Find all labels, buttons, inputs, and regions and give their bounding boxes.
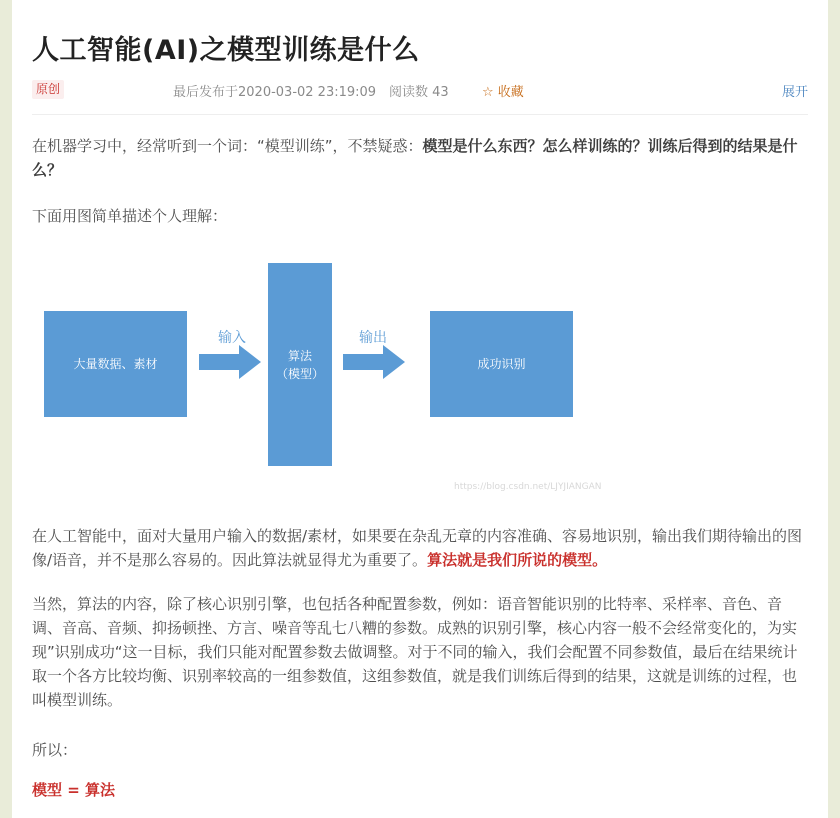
right-arrow-icon	[343, 345, 405, 379]
model-label: （模型）	[275, 366, 324, 381]
favorite-label: 收藏	[497, 85, 524, 100]
right-arrow-icon	[199, 345, 261, 379]
article-card	[12, 0, 828, 818]
algorithm-label: 算法	[287, 348, 312, 363]
recognition-success-label: 成功识别	[477, 357, 526, 371]
intro-text: 在机器学习中，经常听到一个词：“模型训练”，不禁疑惑：	[32, 137, 423, 155]
intro-paragraph	[32, 134, 808, 182]
conclusion-statement: 模型 = 算法	[32, 781, 116, 799]
algorithm-box	[268, 263, 332, 466]
expand-link[interactable]: 展开	[781, 85, 808, 100]
ai-paragraph-text: 在人工智能中，面对大量用户输入的数据/素材，如果要在杂乱无章的内容准确、容易地识别，输出我们期待输出的图像/语音，并不是那么容易的。因此算法就显得尤为重要了。	[32, 527, 803, 569]
read-count: 阅读数 43	[389, 85, 449, 100]
input-arrow-label: 输入	[218, 330, 246, 346]
original-badge: 原创	[32, 80, 64, 99]
input-data-box	[44, 311, 187, 417]
flow-diagram	[32, 248, 808, 508]
article-title: 人工智能(AI)之模型训练是什么	[32, 35, 420, 66]
input-data-label: 大量数据、素材	[73, 357, 158, 371]
ai-paragraph-highlight: 算法就是我们所说的模型。	[427, 551, 608, 569]
article-meta	[32, 80, 808, 100]
conclusion-lead: 所以：	[32, 741, 78, 759]
algorithm-paragraph: 当然，算法的内容，除了核心识别引擎，也包括各种配置参数，例如：语音智能识别的比特率、采样率、音色、音调、音高、音频、抑扬顿挫、方言、噪音等乱七八糟的参数。成熟的识别引擎，核心内容一般不会经常变化的，为实现”识别成功“这一目标，我们只能对配置参数去做调整。对于不同的输入，我们会配置不同参数值，最后在结果统计取一个各方比较均衡、识别率较高的一组参数值，这组参数值，就是我们训练后得到的结果，这就是训练的过程，也叫模型训练。	[32, 595, 798, 709]
meta-divider	[32, 114, 808, 115]
output-arrow-label: 输出	[359, 330, 387, 346]
image-watermark: https://blog.csdn.net/LJYJIANGAN	[454, 482, 602, 492]
diagram-intro: 下面用图简单描述个人理解：	[32, 207, 228, 225]
publish-date: 最后发布于2020-03-02 23:19:09	[173, 85, 377, 100]
intro-question: 模型是什么东西？怎么样训练的？训练后得到的结果是什么？	[32, 137, 798, 179]
favorite-button[interactable]	[482, 81, 524, 100]
ai-paragraph	[32, 524, 808, 572]
recognition-success-box	[430, 311, 573, 417]
star-outline-icon: ☆	[482, 85, 494, 100]
